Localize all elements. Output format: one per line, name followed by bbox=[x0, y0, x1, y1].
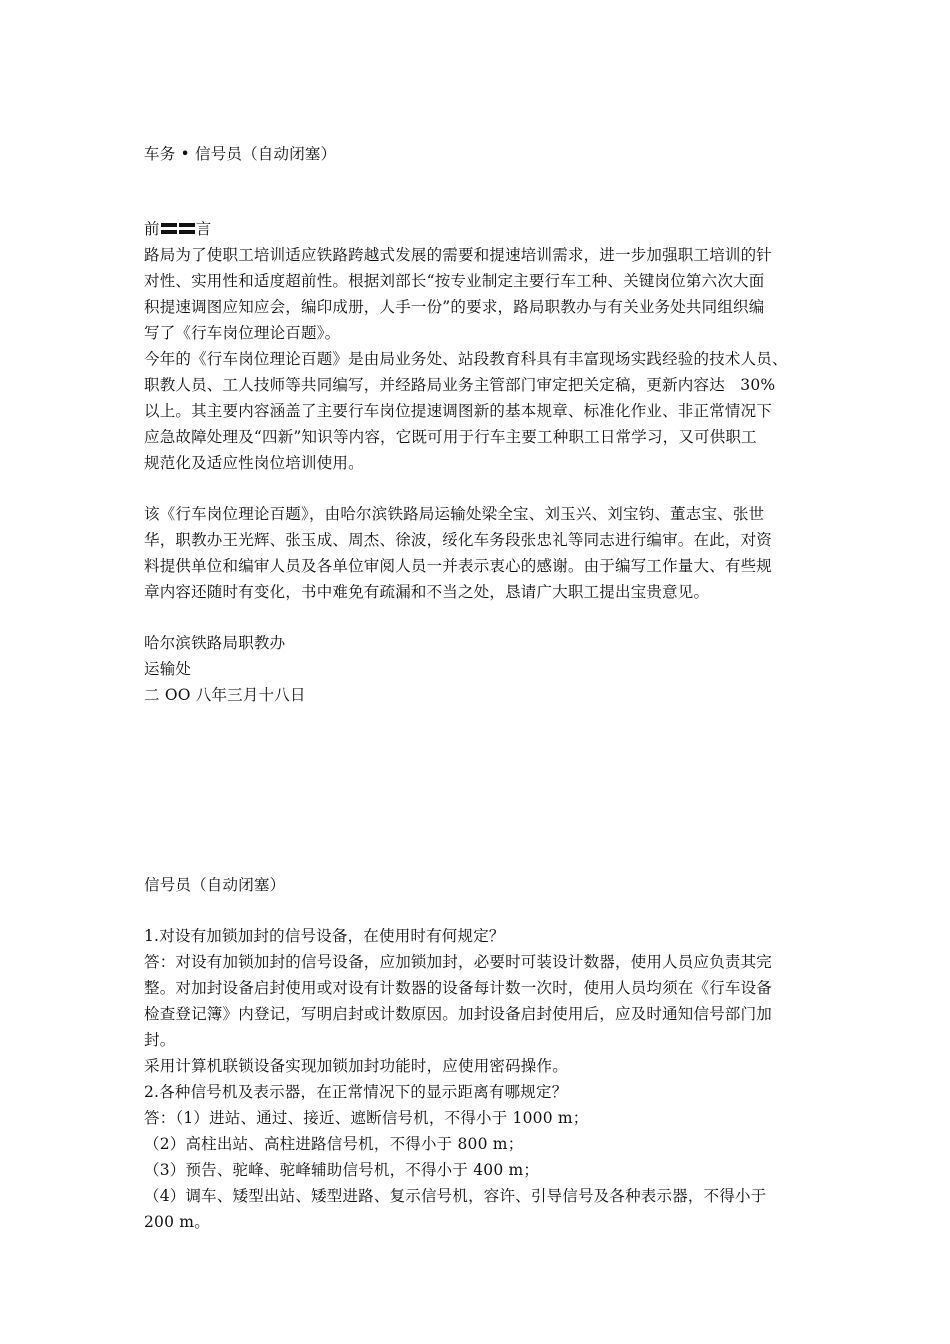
preface-p2-line: 今年的《行车岗位理论百题》是由局业务处、站段教育科具有丰富现场实践经验的技术人员、 bbox=[144, 350, 788, 368]
signature-date: 二 OO 八年三月十八日 bbox=[144, 686, 306, 704]
preface-p3-line: 章内容还随时有变化，书中难免有疏漏和不当之处，恳请广大职工提出宝贵意见。 bbox=[144, 583, 710, 601]
answer-line: （4）调车、矮型出站、矮型进路、复示信号机，容许、引导信号及各种表示器，不得小于 bbox=[144, 1187, 767, 1205]
preface-p1-line: 对性、实用性和适度超前性。根据刘部长“按专业制定主要行车工种、关键岗位第六次大面 bbox=[144, 272, 765, 290]
answer-line: 答：（1）进站、通过、接近、遮断信号机，不得小于 1000 m； bbox=[144, 1109, 589, 1127]
preface-p1-line: 路局为了使职工培训适应铁路跨越式发展的需要和提速培训需求，进一步加强职工培训的针 bbox=[144, 246, 773, 264]
signature-org: 哈尔滨铁路局职教办 bbox=[144, 634, 286, 652]
answer-line: （2）高柱出站、高柱进路信号机，不得小于 800 m； bbox=[144, 1135, 524, 1153]
preface-p3-line: 该《行车岗位理论百题》，由哈尔滨铁路局运输处梁全宝、刘玉兴、刘宝钧、董志宝、张世 bbox=[144, 505, 765, 523]
signature-dept: 运输处 bbox=[144, 660, 192, 678]
section-title: 信号员（自动闭塞） bbox=[144, 876, 286, 894]
preface-p2-line: 应急故障处理及“四新”知识等内容，它既可用于行车主要工种职工日常学习，又可供职工 bbox=[144, 428, 757, 446]
answer-line: 封。 bbox=[144, 1031, 176, 1049]
preface-heading-right: 言 bbox=[195, 220, 212, 238]
question-line: 2.各种信号机及表示器，在正常情况下的显示距离有哪规定？ bbox=[144, 1083, 568, 1101]
preface-p3-line: 华，职教办王光辉、张玉成、周杰、徐波，绥化车务段张忠礼等同志进行编审。在此，对资 bbox=[144, 531, 773, 549]
answer-line: 整。对加封设备启封使用或对设有计数器的设备每计数一次时，使用人员均须在《行车设备 bbox=[144, 979, 773, 997]
answer-line: 检查登记簿》内登记，写明启封或计数原因。加封设备启封使用后，应及时通知信号部门加 bbox=[144, 1005, 773, 1023]
answer-line: 答：对设有加锁加封的信号设备，应加锁加封，必要时可装设计数器，使用人员应负责其完 bbox=[144, 953, 773, 971]
question-line: 1.对设有加锁加封的信号设备，在使用时有何规定？ bbox=[144, 927, 505, 945]
answer-line: 200 m。 bbox=[144, 1213, 210, 1231]
preface-p1-line: 写了《行车岗位理论百题》。 bbox=[144, 324, 341, 342]
preface-heading-left: 前 bbox=[144, 220, 160, 238]
preface-heading bbox=[144, 216, 211, 242]
answer-line: 采用计算机联锁设备实现加锁加封功能时，应使用密码操作。 bbox=[144, 1057, 568, 1075]
header-title: 车务 • 信号员（自动闭塞） bbox=[144, 145, 337, 163]
decorative-bars-icon bbox=[161, 221, 195, 235]
answer-line: （3）预告、驼峰、驼峰辅助信号机，不得小于 400 m； bbox=[144, 1161, 540, 1179]
preface-p2-line: 以上。其主要内容涵盖了主要行车岗位提速调图新的基本规章、标准化作业、非正常情况下 bbox=[144, 402, 773, 420]
preface-p3-line: 料提供单位和编审人员及各单位审阅人员一并表示衷心的感谢。由于编写工作量大、有些规 bbox=[144, 557, 773, 575]
preface-p1-line: 积提速调图应知应会，编印成册，人手一份”的要求，路局职教办与有关业务处共同组织编 bbox=[144, 298, 765, 316]
preface-p2-line: 职教人员、工人技师等共同编写，并经路局业务主管部门审定把关定稿，更新内容达 30% bbox=[144, 376, 776, 394]
preface-p2-line: 规范化及适应性岗位培训使用。 bbox=[144, 454, 364, 472]
